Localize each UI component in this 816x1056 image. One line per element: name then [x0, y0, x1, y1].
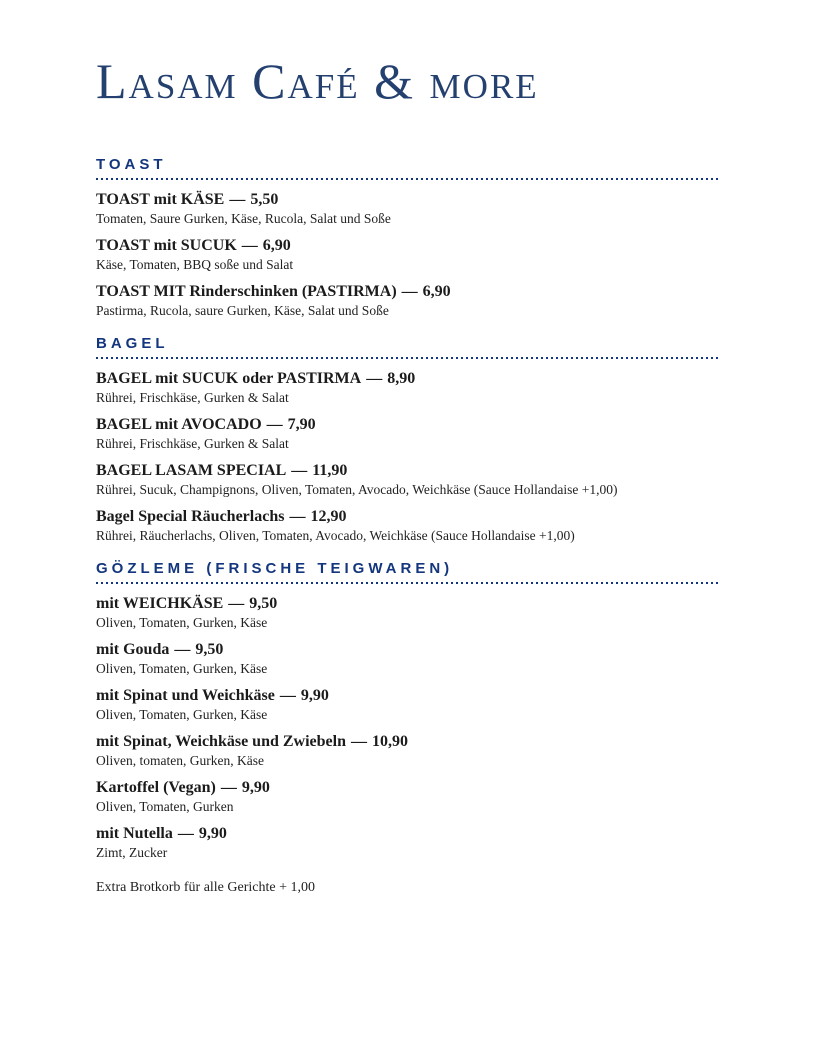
item-name: BAGEL mit AVOCADO — [96, 416, 262, 433]
price-separator: — — [279, 687, 296, 704]
item-title-line — [96, 594, 720, 613]
item-title-line — [96, 507, 720, 526]
menu-item — [96, 507, 720, 544]
price-separator: — — [241, 237, 258, 254]
section-heading: BAGEL — [96, 335, 169, 352]
item-price: 10,90 — [371, 733, 408, 750]
item-description: Rührei, Sucuk, Champignons, Oliven, Tomaten, Avocado, Weichkäse (Sauce Hollandaise +1,00) — [96, 482, 618, 497]
item-description: Oliven, Tomaten, Gurken, Käse — [96, 661, 268, 676]
menu-item — [96, 824, 720, 861]
menu-item — [96, 461, 720, 498]
menu-item — [96, 282, 720, 319]
section-items — [96, 584, 720, 861]
price-separator: — — [401, 283, 418, 300]
item-name: TOAST mit KÄSE — [96, 191, 225, 208]
item-price: 9,50 — [249, 595, 278, 612]
section-heading: TOAST — [96, 156, 167, 173]
item-title-line — [96, 461, 720, 480]
item-description: Zimt, Zucker — [96, 845, 168, 860]
item-title-line — [96, 369, 720, 388]
item-description: Oliven, Tomaten, Gurken, Käse — [96, 707, 268, 722]
section-toast — [96, 156, 720, 319]
item-title-line — [96, 282, 720, 301]
item-name: TOAST MIT Rinderschinken (PASTIRMA) — [96, 283, 397, 300]
section-heading: GÖZLEME (FRISCHE TEIGWAREN) — [96, 560, 454, 577]
item-title-line — [96, 415, 720, 434]
price-separator: — — [350, 733, 367, 750]
item-price: 6,90 — [422, 283, 451, 300]
item-description: Rührei, Frischkäse, Gurken & Salat — [96, 390, 289, 405]
item-title-line — [96, 236, 720, 255]
item-price: 9,90 — [241, 779, 270, 796]
item-title-line — [96, 640, 720, 659]
menu-item — [96, 686, 720, 723]
item-description: Oliven, tomaten, Gurken, Käse — [96, 753, 264, 768]
item-price: 6,90 — [262, 237, 291, 254]
item-description: Oliven, Tomaten, Gurken, Käse — [96, 615, 268, 630]
menu-item — [96, 640, 720, 677]
item-name: BAGEL LASAM SPECIAL — [96, 462, 287, 479]
item-title-line — [96, 190, 720, 209]
menu-item — [96, 369, 720, 406]
item-title-line — [96, 732, 720, 751]
price-separator: — — [228, 595, 245, 612]
item-name: BAGEL mit SUCUK oder PASTIRMA — [96, 370, 362, 387]
item-price: 7,90 — [287, 416, 316, 433]
price-separator: — — [266, 416, 283, 433]
item-price: 9,90 — [198, 825, 227, 842]
section-bagel — [96, 335, 720, 544]
item-name: Kartoffel (Vegan) — [96, 779, 216, 796]
item-title-line — [96, 778, 720, 797]
price-separator: — — [289, 508, 306, 525]
price-separator: — — [177, 825, 194, 842]
item-price: 9,90 — [300, 687, 329, 704]
item-description: Rührei, Frischkäse, Gurken & Salat — [96, 436, 289, 451]
item-title-line — [96, 686, 720, 705]
menu-item — [96, 190, 720, 227]
item-name: mit Spinat, Weichkäse und Zwiebeln — [96, 733, 346, 750]
page-title: Lasam Café & more — [96, 53, 539, 109]
item-name: Bagel Special Räucherlachs — [96, 508, 285, 525]
item-name: TOAST mit SUCUK — [96, 237, 237, 254]
price-separator: — — [291, 462, 308, 479]
menu-item — [96, 415, 720, 452]
section-items — [96, 180, 720, 319]
item-description: Tomaten, Saure Gurken, Käse, Rucola, Salat und Soße — [96, 211, 391, 226]
price-separator: — — [229, 191, 246, 208]
menu-item — [96, 594, 720, 631]
item-name: mit Nutella — [96, 825, 173, 842]
item-price: 8,90 — [387, 370, 416, 387]
price-separator: — — [220, 779, 237, 796]
item-name: mit Gouda — [96, 641, 170, 658]
item-price: 9,50 — [195, 641, 224, 658]
item-price: 11,90 — [312, 462, 348, 479]
item-title-line — [96, 824, 720, 843]
item-description: Rührei, Räucherlachs, Oliven, Tomaten, Avocado, Weichkäse (Sauce Hollandaise +1,00) — [96, 528, 575, 543]
footnote: Extra Brotkorb für alle Gerichte + 1,00 — [96, 880, 315, 895]
section-goezleme — [96, 560, 720, 861]
item-description: Oliven, Tomaten, Gurken — [96, 799, 234, 814]
item-description: Käse, Tomaten, BBQ soße und Salat — [96, 257, 294, 272]
menu-item — [96, 236, 720, 273]
item-price: 5,50 — [250, 191, 279, 208]
menu-item — [96, 778, 720, 815]
item-name: mit Spinat und Weichkäse — [96, 687, 275, 704]
price-separator: — — [174, 641, 191, 658]
item-description: Pastirma, Rucola, saure Gurken, Käse, Salat und Soße — [96, 303, 389, 318]
menu-item — [96, 732, 720, 769]
price-separator: — — [366, 370, 383, 387]
item-price: 12,90 — [310, 508, 347, 525]
section-items — [96, 359, 720, 544]
item-name: mit WEICHKÄSE — [96, 595, 224, 612]
